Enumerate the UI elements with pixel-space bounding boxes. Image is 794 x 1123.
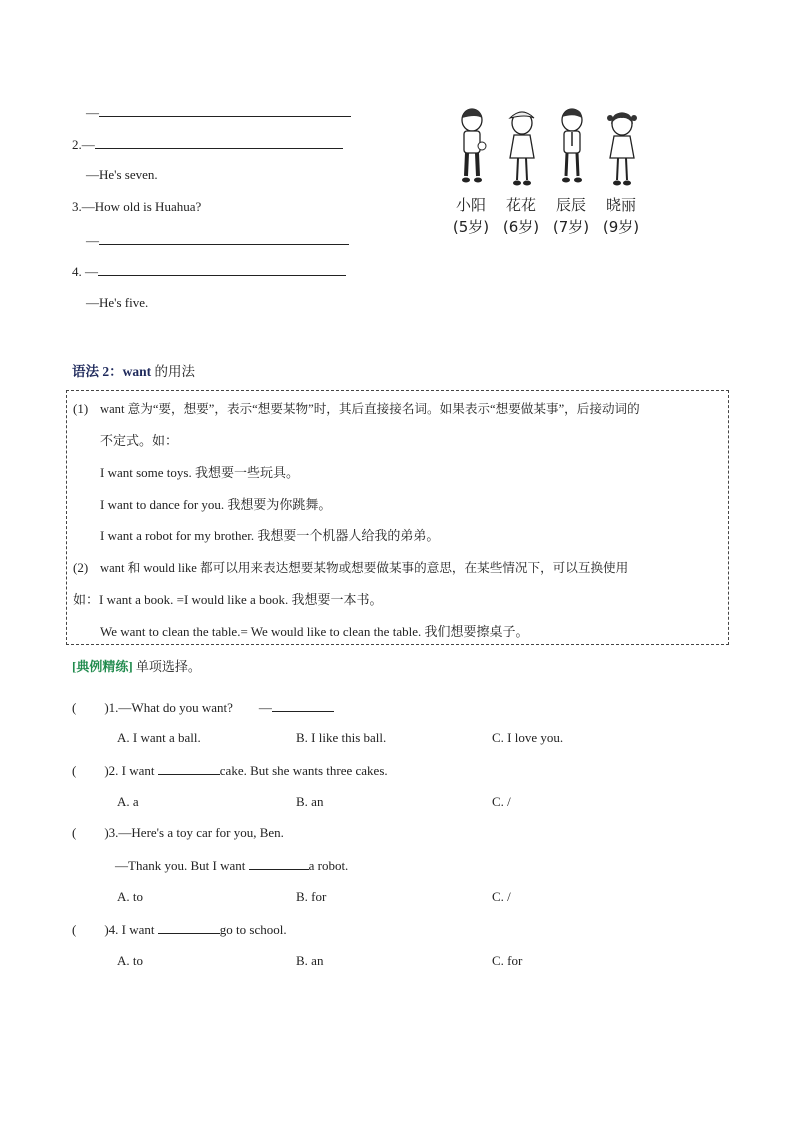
point-1-number: (1) xyxy=(73,401,89,416)
practice-heading xyxy=(72,659,201,675)
point-2-number: (2) xyxy=(73,560,89,575)
option-a[interactable]: A. a xyxy=(117,794,139,809)
boy-figure xyxy=(454,106,490,190)
question-dash: — xyxy=(258,700,272,715)
question-stem: )2. I want xyxy=(104,763,158,778)
answer-blank[interactable] xyxy=(158,921,220,934)
option-c[interactable]: C. for xyxy=(492,953,523,968)
q3-question: 3.—How old is Huahua? xyxy=(72,199,202,214)
answer-blank[interactable] xyxy=(272,699,334,712)
answer-blank[interactable] xyxy=(99,104,351,117)
question-stem: )4. I want xyxy=(104,922,158,937)
option-c[interactable]: C. I love you. xyxy=(492,730,564,745)
kid-name: 辰辰 xyxy=(555,196,586,214)
kid-age: (7岁) xyxy=(552,218,590,236)
question-3 xyxy=(72,825,284,841)
heading-prefix: 语法 2： xyxy=(72,364,123,379)
kid-name: 晓丽 xyxy=(605,196,636,214)
practice-tag: [典例精练] xyxy=(72,659,133,674)
option-a[interactable]: A. to xyxy=(117,953,143,968)
question-stem: )3.—Here's a toy car for you, Ben. xyxy=(104,825,284,840)
question-stem: —Thank you. But I want xyxy=(115,858,249,873)
kid-name: 花花 xyxy=(505,196,536,214)
answer-dash: — xyxy=(86,233,99,248)
boy-figure xyxy=(554,106,590,190)
q2-line xyxy=(72,136,343,153)
answer-paren[interactable]: ( xyxy=(72,825,77,840)
example-2: I want to dance for you. 我想要为你跳舞。 xyxy=(100,497,332,512)
option-a[interactable]: A. to xyxy=(117,889,143,904)
answer-blank[interactable] xyxy=(99,232,349,245)
option-b[interactable]: B. I like this ball. xyxy=(296,730,387,745)
example-1: I want some toys. 我想要一些玩具。 xyxy=(100,465,299,480)
answer-blank[interactable] xyxy=(249,857,309,870)
kid-age: (6岁) xyxy=(502,218,540,236)
question-1 xyxy=(72,699,334,716)
question-number: 4. — xyxy=(72,264,98,279)
q1-answer-line xyxy=(86,104,351,121)
answer-paren[interactable]: ( xyxy=(72,763,77,778)
point-1-text: want 意为“要，想要”，表示“想要某物”时，其后直接接名词。如果表示“想要做某事”，后接动词的 xyxy=(100,402,640,416)
heading-word: want xyxy=(122,364,152,379)
question-stem: )1.—What do you want? xyxy=(104,700,233,715)
answer-blank[interactable] xyxy=(158,762,220,775)
answer-paren[interactable]: ( xyxy=(72,922,77,937)
question-blank[interactable] xyxy=(95,136,343,149)
q2-answer: —He's seven. xyxy=(86,167,158,182)
question-blank[interactable] xyxy=(98,263,346,276)
option-c[interactable]: C. / xyxy=(492,794,511,809)
option-b[interactable]: B. for xyxy=(296,889,327,904)
kid-age: (5岁) xyxy=(452,218,490,236)
q3-answer-line xyxy=(86,232,349,249)
kids-illustration xyxy=(448,106,648,241)
question-number: 2.— xyxy=(72,137,95,152)
kid-age: (9岁) xyxy=(602,218,640,236)
answer-dash: — xyxy=(86,105,99,120)
answer-paren[interactable]: ( xyxy=(72,700,77,715)
practice-instruction: 单项选择。 xyxy=(132,659,201,674)
option-b[interactable]: B. an xyxy=(296,953,324,968)
girl-figure xyxy=(504,108,540,192)
question-stem-end: a robot. xyxy=(308,858,349,873)
kid-name: 小阳 xyxy=(455,196,486,214)
point-2-text: want 和 would like 都可以用来表达想要某物或想要做某事的意思，在某些情况下，可以互换使用 xyxy=(100,561,629,575)
girl-figure xyxy=(604,110,640,194)
example-3: I want a robot for my brother. 我想要一个机器人给我的弟弟。 xyxy=(100,528,440,543)
point-1-continued: 不定式。如： xyxy=(100,433,179,448)
question-3-line-2 xyxy=(115,857,348,874)
example-5: We want to clean the table.= We would like to clean the table. 我们想要擦桌子。 xyxy=(100,624,529,639)
option-b[interactable]: B. an xyxy=(296,794,324,809)
example-4: 如：I want a book. =I would like a book. 我想要一本书。 xyxy=(73,592,383,607)
question-stem-end: go to school. xyxy=(219,922,287,937)
grammar-heading xyxy=(72,360,195,380)
question-4 xyxy=(72,921,287,938)
option-c[interactable]: C. / xyxy=(492,889,511,904)
q4-line xyxy=(72,263,346,280)
option-a[interactable]: A. I want a ball. xyxy=(117,730,201,745)
question-2 xyxy=(72,762,388,779)
q4-answer: —He's five. xyxy=(86,295,149,310)
heading-suffix: 的用法 xyxy=(151,364,196,379)
question-stem-end: cake. But she wants three cakes. xyxy=(219,763,388,778)
